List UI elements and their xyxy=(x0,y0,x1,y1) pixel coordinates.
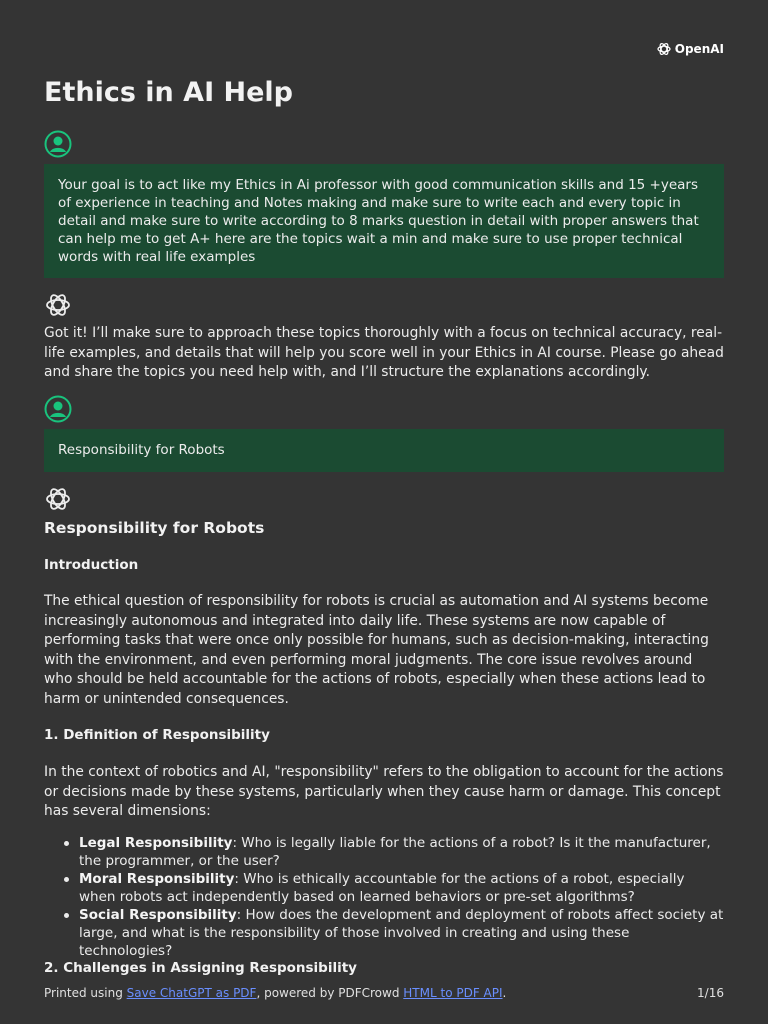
openai-logo-icon xyxy=(656,41,672,57)
list-item-text: : Who is legally liable for the actions of a robot? Is it the manufacturer, the programmer, or the user? xyxy=(79,835,711,869)
user-avatar-icon xyxy=(44,395,72,423)
openai-logo xyxy=(656,40,724,58)
page-number: 1/16 xyxy=(697,986,724,1000)
footer-credit xyxy=(44,986,506,1000)
answer-heading: Responsibility for Robots xyxy=(44,519,265,537)
list-item-term: Social Responsibility xyxy=(79,907,237,923)
user-avatar-icon xyxy=(44,130,72,158)
list-item xyxy=(44,834,724,870)
print-footer xyxy=(44,986,724,1000)
responsibility-list xyxy=(44,834,724,960)
definition-paragraph: In the context of robotics and AI, "responsibility" refers to the obligation to account for the actions or decisions made by these systems, particularly when they cause harm or damage. This concept has several dimensions: xyxy=(44,764,724,819)
user-message-bubble: Responsibility for Robots xyxy=(44,429,724,472)
assistant-message: Got it! I’ll make sure to approach these topics thoroughly with a focus on technical accuracy, real-life examples, and details that will help you score well in your Ethics in AI course. Please go ahead and share the topics you need help with, and I’ll structure the explanations accordingly. xyxy=(44,325,724,380)
intro-heading: Introduction xyxy=(44,557,139,573)
save-chatgpt-pdf-link[interactable]: Save ChatGPT as PDF xyxy=(126,986,257,1000)
section-heading-challenges: 2. Challenges in Assigning Responsibility xyxy=(44,960,357,976)
document-page xyxy=(44,0,724,1024)
chatgpt-avatar-icon xyxy=(44,485,72,513)
footer-suffix: . xyxy=(502,986,507,1000)
html-to-pdf-api-link[interactable]: HTML to PDF API xyxy=(403,986,503,1000)
footer-prefix: Printed using xyxy=(44,986,127,1000)
list-item-text: : How does the development and deployment of robots affect society at large, and what is the responsibility of those involved in creating and using these technologies? xyxy=(79,907,724,959)
page-title: Ethics in AI Help xyxy=(44,77,294,108)
footer-middle: , powered by PDFCrowd xyxy=(256,986,404,1000)
user-message-bubble: Your goal is to act like my Ethics in Ai professor with good communication skills and 15 +years of experience in teaching and Notes making and make sure to write each and every topic in detail and make sure to write according to 8 marks question in detail with proper answers that can help me to get A+ here are the topics wait a min and make sure to use proper technical words with real life examples xyxy=(44,164,724,278)
list-item-text: : Who is ethically accountable for the actions of a robot, especially when robots act independently based on learned behaviors or pre-set algorithms? xyxy=(79,871,685,905)
logo-text: OpenAI xyxy=(674,42,724,56)
list-item-term: Moral Responsibility xyxy=(79,871,235,887)
intro-paragraph: The ethical question of responsibility for robots is crucial as automation and AI systems become increasingly autonomous and integrated into daily life. These systems are now capable of performing tasks that were once only possible for humans, such as decision-making, interacting with the environment, and even performing moral judgments. The core issue revolves around who should be held accountable for the actions of robots, especially when these actions lead to harm or unintended consequences. xyxy=(44,593,709,707)
list-item xyxy=(44,906,724,960)
section-heading-definition: 1. Definition of Responsibility xyxy=(44,727,270,743)
chatgpt-avatar-icon xyxy=(44,291,72,319)
list-item-term: Legal Responsibility xyxy=(79,835,233,851)
list-item xyxy=(44,870,724,906)
